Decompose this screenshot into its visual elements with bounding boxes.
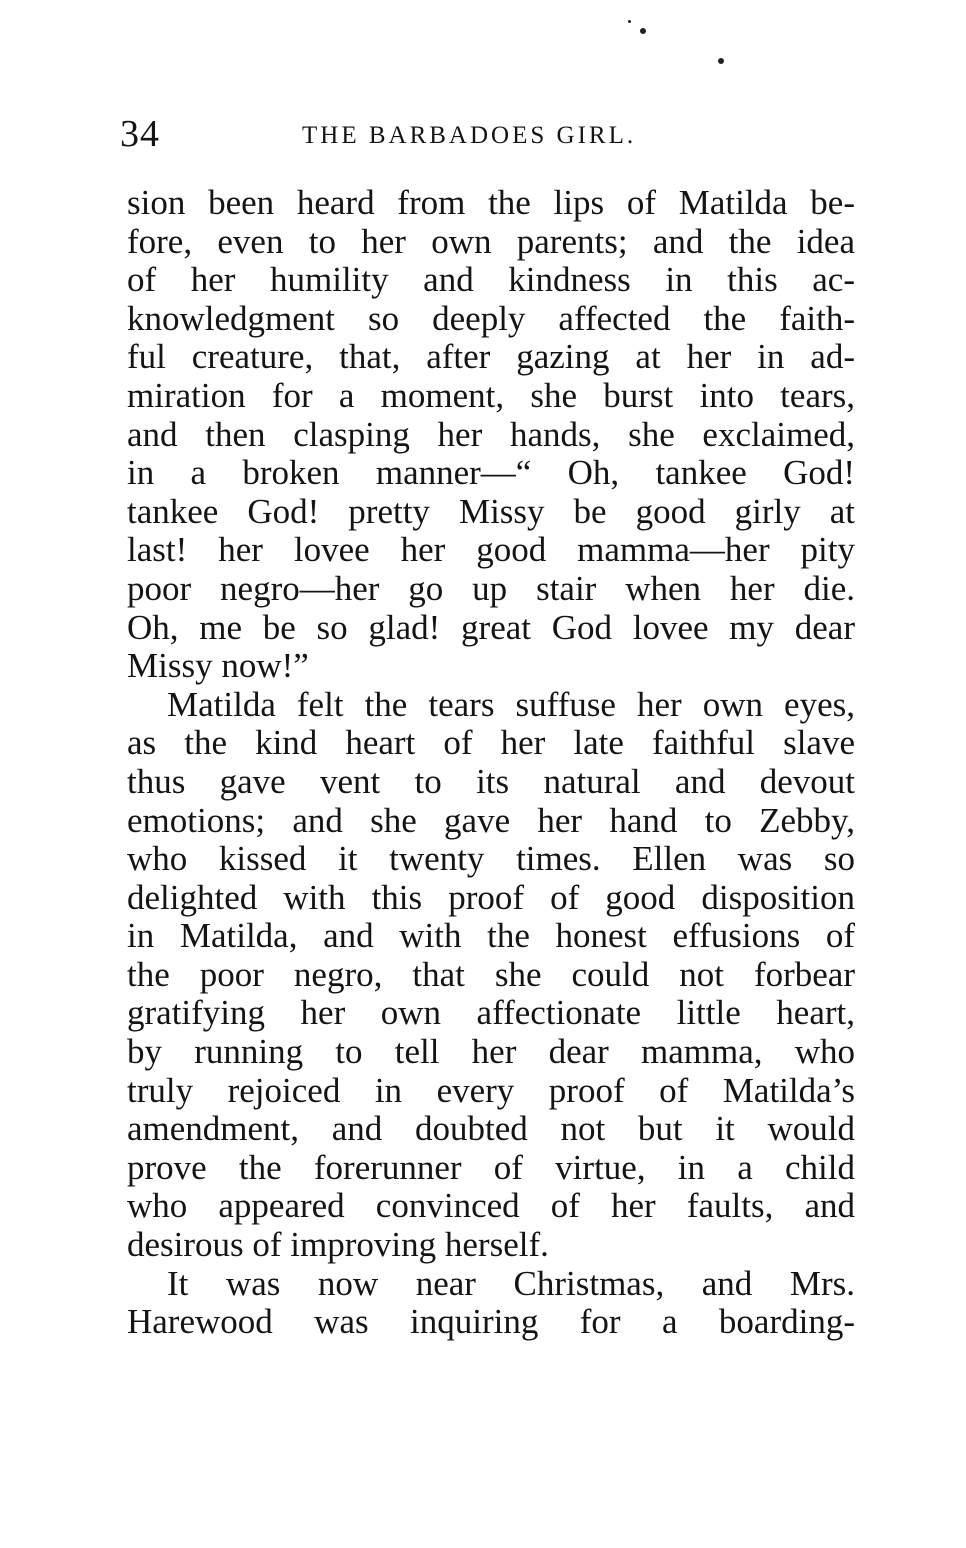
text-line: tankee God! pretty Missy be good girly at [127, 491, 855, 531]
text-line: truly rejoiced in every proof of Matilda’s [127, 1070, 855, 1110]
text-line: last! her lovee her good mamma—her pity [127, 530, 855, 570]
ink-speck [628, 20, 631, 23]
text-line: Matilda felt the tears suffuse her own eyes, [167, 684, 855, 724]
text-line: emotions; and she gave her hand to Zebby, [127, 800, 855, 840]
text-line: miration for a moment, she burst into tears, [127, 375, 855, 415]
ink-speck [718, 58, 724, 64]
text-line: desirous of improving herself. [127, 1225, 549, 1265]
text-line: Oh, me be so glad! great God lovee my dear [127, 607, 855, 647]
text-line: gratifying her own affectionate little heart, [127, 993, 855, 1033]
text-line: and then clasping her hands, she exclaimed, [127, 414, 855, 454]
text-line: the poor negro, that she could not forbear [127, 954, 855, 994]
text-line: who kissed it twenty times. Ellen was so [127, 839, 855, 879]
text-line: Missy now!” [127, 646, 309, 686]
text-line: sion been heard from the lips of Matilda be- [127, 183, 855, 222]
text-line: ful creature, that, after gazing at her in ad- [127, 337, 855, 377]
text-line: by running to tell her dear mamma, who [127, 1032, 855, 1072]
text-line: as the kind heart of her late faithful slave [127, 723, 855, 763]
text-line: delighted with this proof of good disposition [127, 877, 855, 917]
text-line: knowledgment so deeply affected the faith- [127, 298, 855, 338]
text-line: poor negro—her go up stair when her die. [127, 568, 855, 608]
ink-speck [640, 28, 646, 34]
text-line: Harewood was inquiring for a boarding- [127, 1302, 855, 1342]
page-number: 34 [120, 113, 160, 155]
text-line: in a broken manner—“ Oh, tankee God! [127, 453, 855, 493]
text-line: in Matilda, and with the honest effusions of [127, 916, 855, 956]
text-line: fore, even to her own parents; and the idea [127, 221, 855, 261]
text-line: prove the forerunner of virtue, in a child [127, 1147, 855, 1187]
text-line: amendment, and doubted not but it would [127, 1109, 855, 1149]
text-line: of her humility and kindness in this ac- [127, 260, 855, 300]
text-line: It was now near Christmas, and Mrs. [167, 1263, 855, 1303]
text-line: thus gave vent to its natural and devout [127, 761, 855, 801]
running-title: THE BARBADOES GIRL. [302, 122, 637, 149]
text-line: who appeared convinced of her faults, and [127, 1186, 855, 1226]
body-text [127, 184, 855, 1342]
page-header [120, 112, 860, 156]
